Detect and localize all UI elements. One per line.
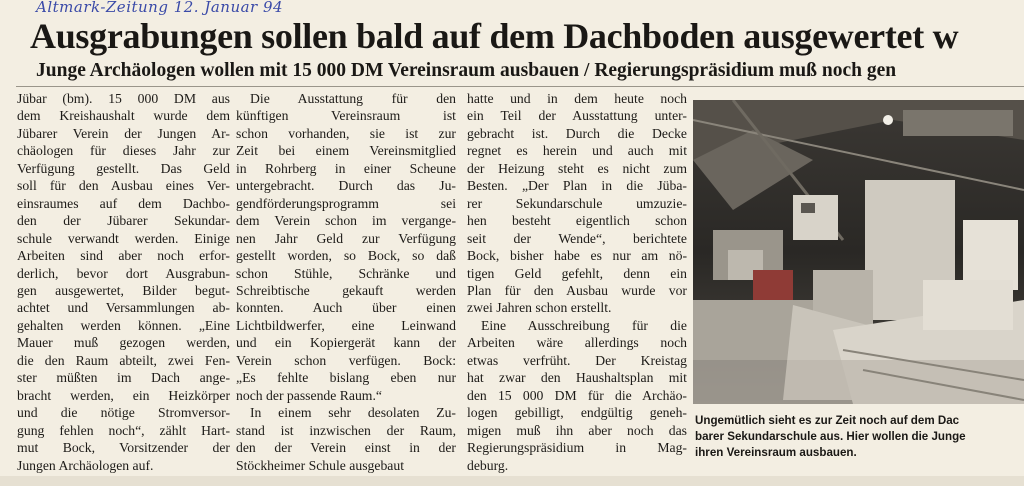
article-column-2 [236, 90, 456, 474]
article-line: Verfügung gestellt. Das Geld [17, 160, 230, 176]
article-line: Besten. „Der Plan in die Jüba- [467, 178, 687, 194]
article-line: nen Jahr Geld zur Verfügung [236, 230, 456, 246]
article-line: der Heizung steht es nicht zum [467, 160, 687, 176]
article-line: Stöckheimer Schule ausgebaut [236, 457, 405, 473]
article-line: die den Raum abteilt, zwei Fen- [17, 352, 230, 368]
article-line: hatte und in dem heute noch [467, 91, 687, 106]
article-line: In einem sehr desolaten Zu- [250, 405, 456, 421]
article-line: stand ist inzwischen der Raum, [236, 422, 456, 438]
article-line: bracht werden, ein Heizkörper [17, 387, 230, 403]
article-line: deburg. [467, 457, 509, 473]
caption-line: ihren Vereinsraum ausbauen. [695, 446, 857, 459]
caption-line: barer Sekundarschule aus. Hier wollen die Junge [695, 430, 966, 443]
article-line: schon Stühle, Schränke und [236, 265, 456, 281]
article-line: dem Verein schon im vergange- [236, 213, 456, 229]
article-line: einsraumes auf dem Dachbo- [17, 195, 230, 211]
article-line: Zeit bei einem Vereinsmitglied [236, 143, 456, 159]
article-line: Jübarer Verein der Jungen Ar- [17, 125, 230, 141]
article-line: Jungen Archäologen auf. [17, 457, 154, 473]
article-column-1 [17, 90, 230, 474]
subheadline: Junge Archäologen wollen mit 15 000 DM Vereinsraum ausbauen / Regierungspräsidium muß noch gen [36, 60, 897, 81]
article-line: in Rohrberg in einer Scheune [236, 160, 456, 176]
article-line: Eine Ausschreibung für die [481, 317, 687, 333]
article-line: Verein schon verfügen. Bock: [236, 352, 456, 368]
article-line: gestellt worden, so Bock, so daß [236, 248, 456, 264]
article-line: derlich, bevor dort Ausgrabun- [17, 265, 230, 281]
article-line: konnten. Auch über einen [236, 300, 456, 316]
article-line: Schreibtische gekauft werden [236, 282, 456, 298]
article-line: migen muß ihn aber noch das [467, 422, 687, 438]
handwritten-source-note: Altmark-Zeitung 12. Januar 94 [36, 0, 284, 16]
article-line: zwei Jahren schon erstellt. [467, 300, 612, 316]
article-line: achtet und Versammlungen ab- [17, 300, 230, 316]
article-line: logen gebilligt, endgültig geneh- [467, 405, 687, 421]
article-line: Jübar (bm). 15 000 DM aus [17, 91, 230, 106]
photo-caption [695, 413, 966, 461]
article-line: Regierungspräsidium in Mag- [467, 440, 687, 456]
article-line: hen besteht eigentlich schon [467, 213, 687, 229]
article-line: soll für den Ausbau eines Ver- [17, 178, 230, 194]
article-line: Die Ausstattung für den [250, 91, 456, 106]
article-line: künftigen Vereinsraum ist [236, 108, 456, 124]
article-line: Plan für den Ausbau wurde vor [467, 282, 687, 298]
attic-photo [693, 100, 1024, 404]
caption-line: Ungemütlich sieht es zur Zeit noch auf dem Dac [695, 414, 960, 427]
headline: Ausgrabungen sollen bald auf dem Dachboden ausgewertet w [30, 16, 959, 56]
attic-photo-image [693, 100, 1024, 404]
article-line: und die nötige Stromversor- [17, 405, 230, 421]
article-line: den der Jübarer Sekundar- [17, 213, 230, 229]
article-line: schule verwandt werden. Einige [17, 230, 230, 246]
article-line: etwas verfrüht. Der Kreistag [467, 352, 687, 368]
article-line: den der Verein einst in der [236, 440, 456, 456]
article-line: rer Sekundarschule umzuzie- [467, 195, 687, 211]
headline-rule [16, 86, 1024, 87]
article-line: dem Kreishaushalt wurde dem [17, 108, 230, 124]
article-line: ster müßten im Dach ange- [17, 370, 230, 386]
article-line: Mauer muß gezogen werden, [17, 335, 230, 351]
article-line: Bock, bisher habe es nur am nö- [467, 248, 687, 264]
article-line: gehalten werden können. „Eine [17, 317, 230, 333]
article-line: gebracht ist. Durch die Decke [467, 125, 687, 141]
article-line: schon vorhanden, sie ist zur [236, 125, 456, 141]
article-line: noch der passende Raum.“ [236, 387, 382, 403]
article-line: untergebracht. Durch das Ju- [236, 178, 456, 194]
article-line: gendförderungsprogramm sei [236, 195, 456, 211]
article-line: gen ausgewertet, Bilder begut- [17, 282, 230, 298]
article-line: seit der Wende“, berichtete [467, 230, 687, 246]
article-line: regnet es herein und auch mit [467, 143, 687, 159]
article-line: den 15 000 DM für die Archäo- [467, 387, 687, 403]
article-line: mut Bock, Vorsitzender der [17, 440, 230, 456]
article-line: tigen Geld gefehlt, denn ein [467, 265, 687, 281]
article-column-3 [467, 90, 687, 474]
clipping-bottom-edge [0, 476, 1024, 486]
article-line: chäologen für dieses Jahr zur [17, 143, 230, 159]
article-line: und ein Kopiergerät kann der [236, 335, 456, 351]
article-line: Arbeiten wäre allerdings noch [467, 335, 687, 351]
article-line: Lichtbildwerfer, eine Leinwand [236, 317, 456, 333]
article-line: Arbeiten sind aber noch erfor- [17, 248, 230, 264]
article-line: „Es fehlte bislang eben nur [236, 370, 456, 386]
article-line: hat zwar den Haushaltsplan mit [467, 370, 687, 386]
article-line: ein Teil der Ausstattung unter- [467, 108, 687, 124]
article-line: gung fehlen noch“, zählt Hart- [17, 422, 230, 438]
